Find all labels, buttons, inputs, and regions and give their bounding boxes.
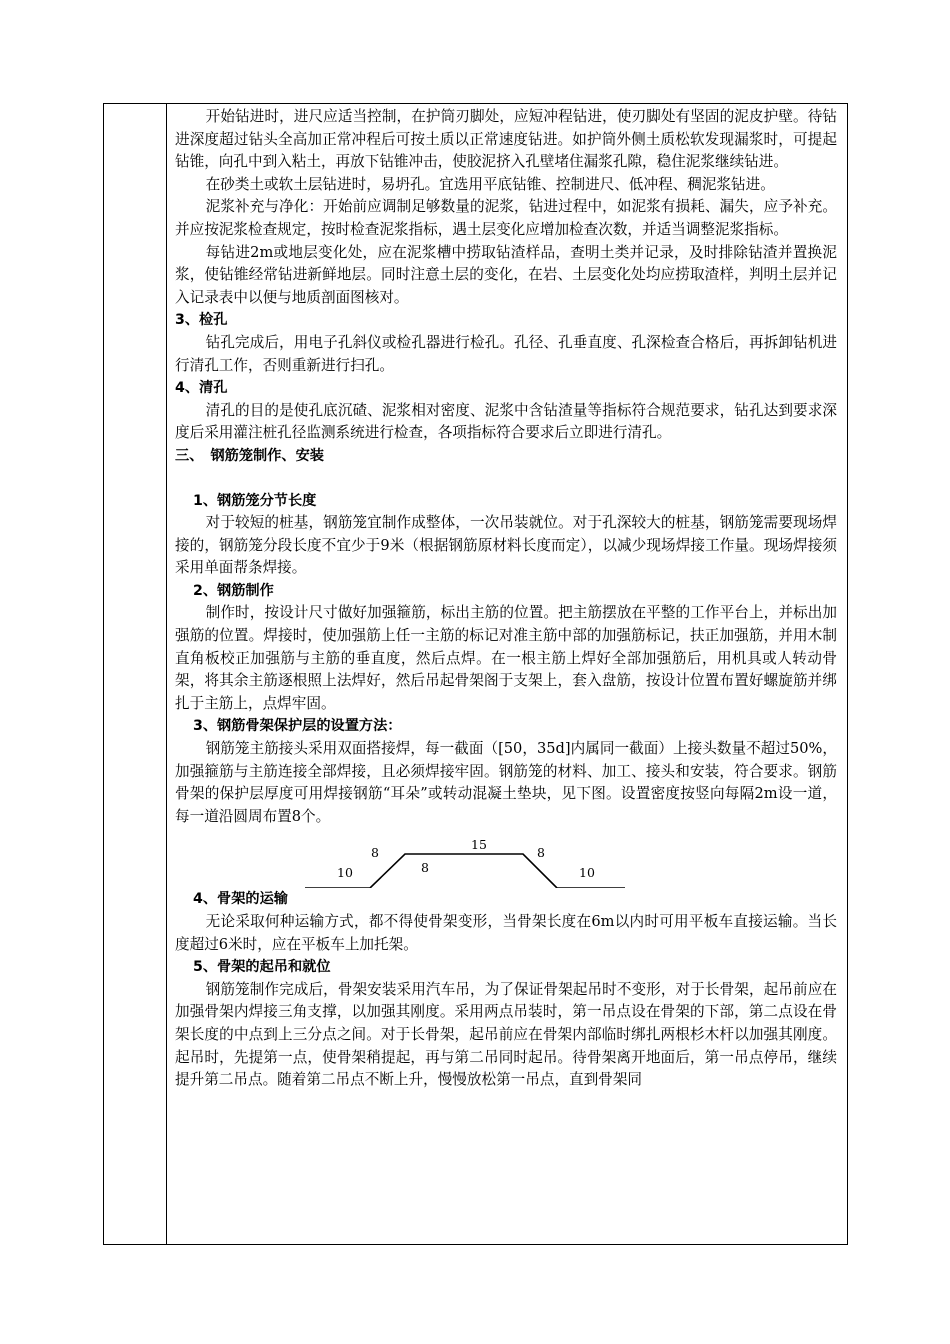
dimension-label: 8 — [371, 845, 379, 861]
paragraph: 钻孔完成后，用电子孔斜仪或检孔器进行检孔。孔径、孔垂直度、孔深检查合格后，再拆卸钻机进行清孔工作，否则重新进行扫孔。 — [175, 333, 837, 374]
paragraph: 清孔的目的是使孔底沉碴、泥浆相对密度、泥浆中含钻渣量等指标符合规范要求，钻孔达到要求深度后采用灌注桩孔径监测系统进行检查，各项指标符合要求后立即进行清孔。 — [175, 401, 837, 442]
section-heading: 三、 钢筋笼制作、安装 — [175, 447, 324, 464]
ear-rebar-shape — [175, 828, 837, 888]
dimension-label: 8 — [421, 860, 429, 876]
heading-clean-hole: 4、清孔 — [175, 380, 228, 397]
table-column-divider — [166, 103, 167, 1245]
paragraph: 开始钻进时，进尺应适当控制，在护筒刃脚处，应短冲程钻进，使刃脚处有坚固的泥皮护壁。待钻进深度超过钻头全高加正常冲程后可按土质以正常速度钻进。如护筒外侧土质松软发现漏浆时，可提起钻锥，向孔中到入粘土，再放下钻锥冲击，使胶泥挤入孔壁堵住漏浆孔隙，稳住泥浆继续钻进。 — [175, 108, 837, 171]
ear-rebar-diagram — [175, 828, 837, 888]
dimension-label: 10 — [579, 865, 595, 881]
paragraph: 制作时，按设计尺寸做好加强箍筋，标出主筋的位置。把主筋摆放在平整的工作平台上，并标出加强筋的位置。焊接时，使加强筋上任一主筋的标记对准主筋中部的加强筋标记，扶正加强筋，并用木制直角板校正加强筋与主筋的垂直度，然后点焊。在一根主筋上焊好全部加强筋后，用机具或人转动骨架，将其余主筋逐根照上法焊好，然后吊起骨架阁于支架上，套入盘筋，按设计位置布置好螺旋筋并绑扎于主筋上，点焊牢固。 — [175, 604, 837, 712]
dimension-label: 8 — [537, 845, 545, 861]
paragraph: 对于较短的桩基，钢筋笼宜制作成整体，一次吊装就位。对于孔深较大的桩基，钢筋笼需要现场焊接的，钢筋笼分段长度不宜少于9米（根据钢筋原材料长度而定），以减少现场焊接工作量。现场焊接须采用单面帮条焊接。 — [175, 514, 837, 577]
paragraph: 钢筋笼主筋接头采用双面搭接焊，每一截面（[50，35d]内属同一截面）上接头数量不超过50%，加强箍筋与主筋连接全部焊接，且必须焊接牢固。钢筋笼的材料、加工、接头和安装，符合要求。钢筋骨架的保护层厚度可用焊接钢筋“耳朵”或转动混凝土垫块，见下图。设置密度按竖向每隔2m设一道，每一道沿圆周布置8个。 — [175, 740, 837, 825]
dimension-label: 15 — [471, 837, 487, 853]
paragraph: 无论采取何种运输方式，都不得使骨架变形，当骨架长度在6m以内时可用平板车直接运输。当长度超过6米时，应在平板车上加托架。 — [175, 913, 837, 953]
paragraph: 每钻进2m或地层变化处，应在泥浆槽中捞取钻渣样品，查明土类并记录，及时排除钻渣并置换泥浆，使钻锥经常钻进新鲜地层。同时注意土层的变化，在岩、土层变化处均应捞取渣样，判明土层并记入记录表中以便与地质剖面图核对。 — [175, 243, 837, 306]
heading-inspect-hole: 3、检孔 — [175, 312, 228, 329]
paragraph: 钢筋笼制作完成后，骨架安装采用汽车吊，为了保证骨架起吊时不变形，对于长骨架，起吊前应在加强骨架内焊接三角支撑，以加强其刚度。采用两点吊装时，第一吊点设在骨架的下部，第二点设在骨架长度的中点到上三分点之间。对于长骨架，起吊前应在骨架内部临时绑扎两根杉木杆以加强其刚度。起吊时，先提第一点，使骨架稍提起，再与第二吊同时起吊。待骨架离开地面后，第一吊点停吊，继续提升第二吊点。随着第二吊点不断上升，慢慢放松第一吊点，直到骨架同 — [175, 980, 837, 1089]
heading-transport: 4、骨架的运输 — [193, 891, 288, 908]
heading-rebar-fabrication: 2、钢筋制作 — [193, 582, 274, 599]
paragraph: 泥浆补充与净化：开始前应调制足够数量的泥浆，钻进过程中，如泥浆有损耗、漏失，应予补充。并应按泥浆检查规定，按时检查泥浆指标，遇土层变化应增加检查次数，并适当调整泥浆指标。 — [175, 198, 837, 238]
dimension-label: 10 — [337, 865, 353, 881]
heading-lifting: 5、骨架的起吊和就位 — [193, 959, 331, 976]
spacer — [175, 468, 837, 490]
document-body — [175, 106, 837, 1092]
heading-cage-length: 1、钢筋笼分节长度 — [193, 492, 317, 509]
heading-cover-layer: 3、钢筋骨架保护层的设置方法： — [193, 718, 402, 735]
paragraph: 在砂类土或软土层钻进时，易坍孔。宜选用平底钻锥、控制进尺、低冲程、稠泥浆钻进。 — [205, 175, 775, 193]
